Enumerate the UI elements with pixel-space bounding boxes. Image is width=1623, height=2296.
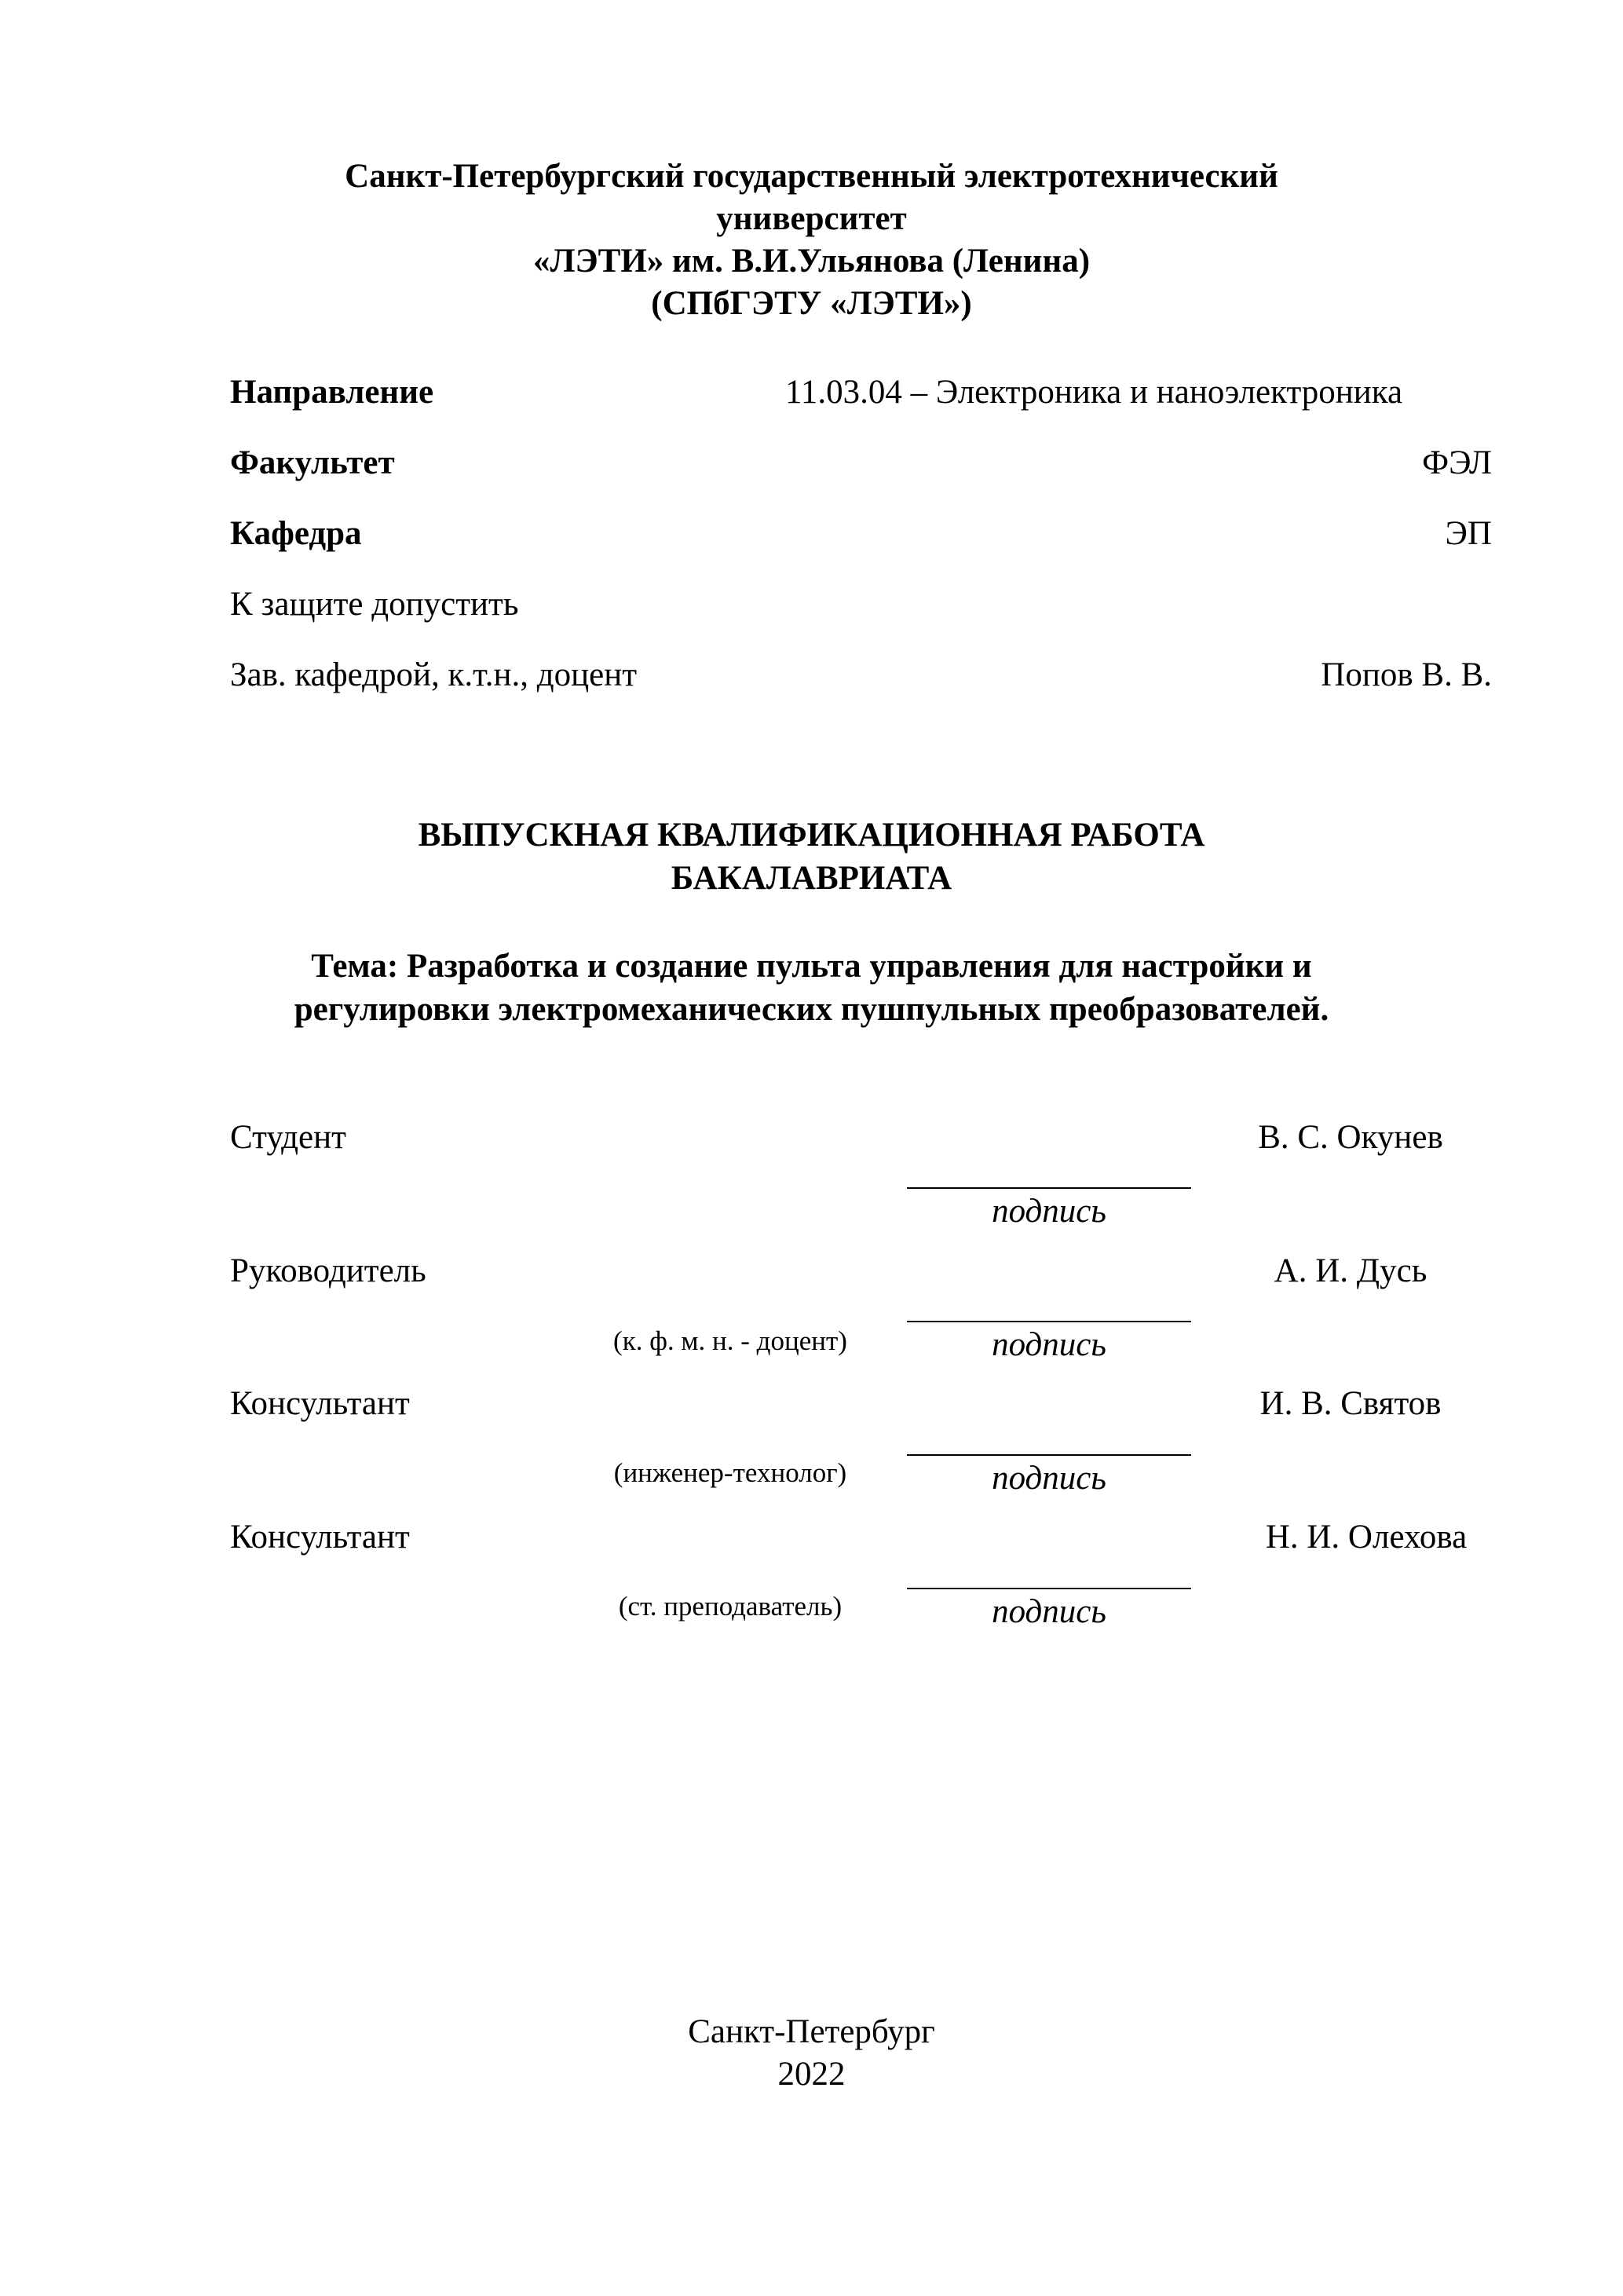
consultant1-name: И. В. Святов [1259,1385,1442,1422]
supervisor-signature-label: подпись [992,1326,1106,1363]
consultant2-role: Консультант [230,1519,410,1556]
department-label: Кафедра [230,515,362,552]
student-signature-label: подпись [992,1193,1106,1230]
work-title-line1: ВЫПУСКНАЯ КВАЛИФИКАЦИОННАЯ РАБОТА [418,817,1205,854]
student-signature-line [907,1187,1191,1189]
student-role: Студент [230,1119,346,1156]
supervisor-name: А. И. Дусь [1274,1252,1427,1289]
direction-label: Направление [230,374,434,411]
consultant2-signature-label: подпись [992,1593,1106,1630]
faculty-label: Факультет [230,444,395,481]
university-name-line2: университет [716,200,907,237]
consultant1-role: Консультант [230,1385,410,1422]
footer-city: Санкт-Петербург [688,2013,935,2050]
supervisor-role: Руководитель [230,1252,426,1289]
work-title-line2: БАКАЛАВРИАТА [671,860,952,897]
consultant2-position: (ст. преподаватель) [618,1591,843,1621]
topic-line1: Тема: Разработка и создание пульта управления для настройки и [311,948,1312,985]
university-abbrev: (СПбГЭТУ «ЛЭТИ») [651,285,972,322]
consultant2-name: Н. И. Олехова [1265,1519,1468,1556]
student-name: В. С. Окунев [1258,1119,1443,1156]
department-value: ЭП [1445,515,1492,552]
faculty-value: ФЭЛ [1422,444,1492,481]
consultant1-signature-line [907,1454,1191,1456]
head-of-department-label: Зав. кафедрой, к.т.н., доцент [230,656,638,693]
supervisor-signature-line [907,1321,1191,1322]
consultant2-signature-line [907,1588,1191,1589]
consultant1-position: (инженер-технолог) [613,1457,847,1488]
supervisor-position: (к. ф. м. н. - доцент) [613,1325,847,1356]
university-name-line3: «ЛЭТИ» им. В.И.Ульянова (Ленина) [532,243,1091,280]
admit-text: К защите допустить [230,586,519,623]
consultant1-signature-label: подпись [992,1460,1106,1497]
footer-year: 2022 [777,2056,846,2093]
direction-value: 11.03.04 – Электроника и наноэлектроника [785,374,1403,411]
head-of-department-name: Попов В. В. [1321,656,1492,693]
university-name-line1: Санкт-Петербургский государственный электротехнический [345,158,1278,195]
topic-line2: регулировки электромеханических пушпульных преобразователей. [294,991,1329,1028]
